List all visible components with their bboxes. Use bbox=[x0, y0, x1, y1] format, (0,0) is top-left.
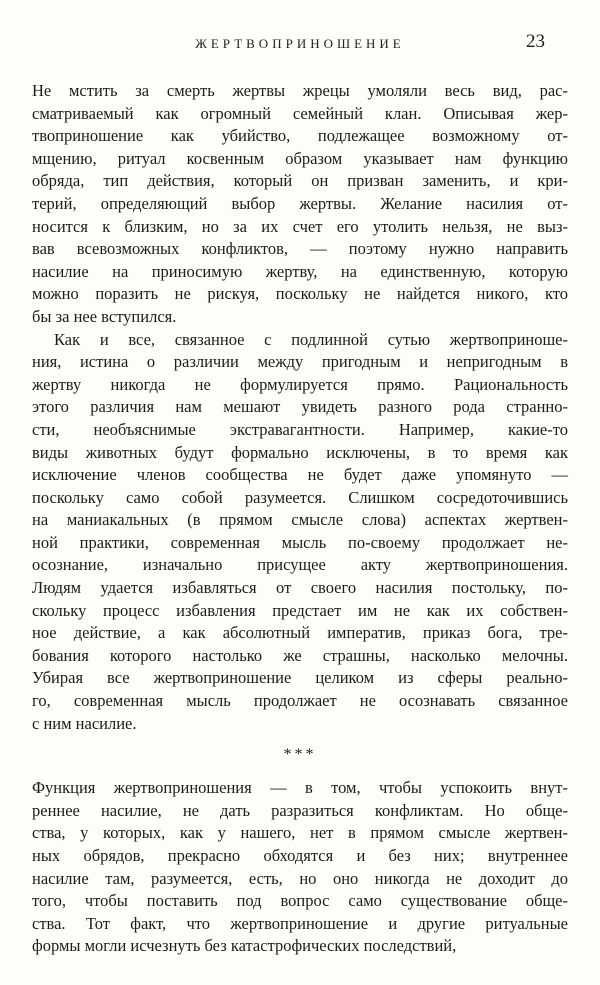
text-line: виды животных будут формально исключены, в то время как bbox=[32, 442, 568, 462]
running-title: ЖЕРТВОПРИНОШЕНИЕ bbox=[195, 36, 405, 51]
text-line: ства, у которых, как у нашего, нет в прямом смысле жертвен- bbox=[32, 823, 568, 843]
text-line: мщению, ритуал косвенным образом указывает нам функцию bbox=[32, 148, 568, 168]
text-line: сматриваемый как огромный семейный клан. Описывая жер- bbox=[32, 103, 568, 123]
paragraph bbox=[32, 777, 568, 958]
text-line: ной практики, современная мысль по-своему продолжает не- bbox=[32, 532, 568, 552]
text-line: носится к близким, но за их счет его утолить нельзя, не выз- bbox=[32, 216, 568, 236]
text-line: осознание, изначально присущее акту жертвоприношения. bbox=[32, 555, 568, 575]
text-line: этого различия нам мешают увидеть разного рода странно- bbox=[32, 397, 568, 417]
section-separator: *** bbox=[283, 746, 317, 764]
text-line: скольку процесс избавления предстает им не как их собствен- bbox=[32, 600, 568, 620]
text-line: реннее насилие, не дать разразиться конфликтам. Но обще- bbox=[32, 800, 568, 820]
text-line: жертву никогда не формулируется прямо. Рациональность bbox=[32, 374, 568, 394]
text-line: того, чтобы поставить под вопрос само существование обще- bbox=[32, 891, 568, 911]
page-number: 23 bbox=[526, 31, 545, 52]
text-line: обряда, тип действия, который он призван заменить, и кри- bbox=[32, 171, 568, 191]
text-line: бы за нее вступился. bbox=[32, 306, 177, 326]
page-header bbox=[32, 31, 568, 56]
text-line: терий, определяющий выбор жертвы. Желание насилия от- bbox=[32, 193, 568, 213]
paragraph bbox=[32, 329, 568, 736]
text-line: сти, необъяснимые экстравагантности. Например, какие-то bbox=[32, 419, 568, 439]
text-line: на маниакальных (в прямом смысле слова) аспектах жертвен- bbox=[32, 510, 568, 530]
text-line: Убирая все жертвоприношение целиком из сферы реально- bbox=[32, 668, 568, 688]
text-line: насилие там, разумеется, есть, но оно никогда не доходит до bbox=[32, 868, 568, 888]
text-line: бования которого настолько же страшны, насколько мелочны. bbox=[32, 645, 568, 665]
text-line: исключение членов сообщества не будет даже упомянуто — bbox=[32, 465, 568, 485]
text-line: Как и все, связанное с подлинной сутью жертвоприноше- bbox=[54, 329, 568, 349]
text-line: ния, истина о различии между пригодным и непригодным в bbox=[32, 352, 568, 372]
paragraph bbox=[32, 80, 568, 329]
text-line: формы могли исчезнуть без катастрофических последствий, bbox=[32, 936, 457, 956]
text-line: поскольку само собой разумеется. Слишком сосредоточившись bbox=[32, 487, 568, 507]
text-line: вав всевозможных конфликтов, — поэтому нужно направить bbox=[32, 239, 568, 259]
text-line: го, современная мысль продолжает не осознавать связанное bbox=[32, 691, 568, 711]
text-line: Функция жертвоприношения — в том, чтобы успокоить внут- bbox=[32, 778, 568, 798]
text-line: ства. Тот факт, что жертвоприношение и другие ритуальные bbox=[32, 913, 568, 933]
text-line: Не мстить за смерть жертвы жрецы умоляли весь вид, рас- bbox=[32, 81, 568, 100]
text-line: насилие на приносимую жертву, на единственную, которую bbox=[32, 261, 568, 281]
text-line: с ним насилие. bbox=[32, 713, 137, 733]
text-line: ных обрядов, прекрасно обходятся и без них; внутреннее bbox=[32, 846, 568, 865]
text-line: можно поразить не рискуя, поскольку не найдется никого, кто bbox=[32, 284, 568, 304]
text-line: Людям удается избавляться от своего насилия постольку, по- bbox=[32, 578, 568, 598]
text-line: ное действие, а как абсолютный императив, приказ бога, тре- bbox=[32, 623, 568, 643]
text-block bbox=[32, 80, 568, 958]
text-line: твоприношение как убийство, подлежащее возможному от- bbox=[32, 126, 568, 146]
